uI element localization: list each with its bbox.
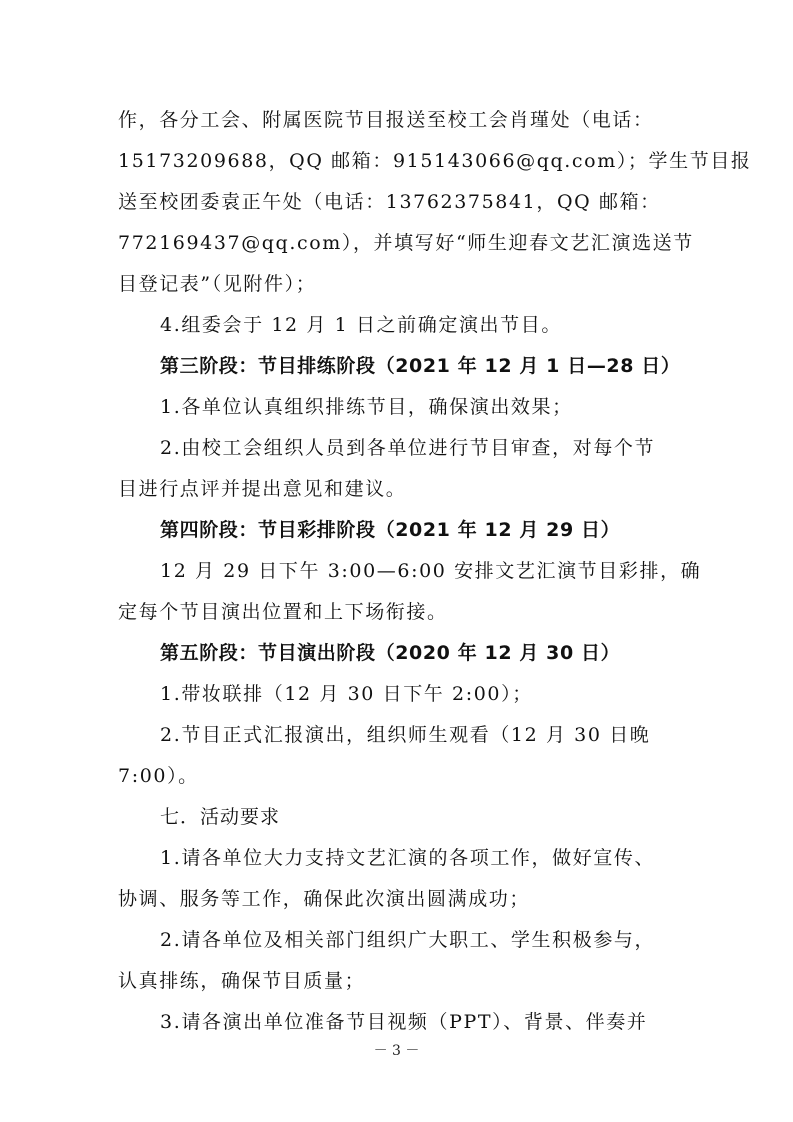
text-line: 12 月 29 日下午 3:00—6:00 安排文艺汇演节目彩排，确 <box>160 560 702 582</box>
text-line: 772169437@qq.com），并填写好“师生迎春文艺汇演选送节 <box>118 232 694 254</box>
text-line: 2.请各单位及相关部门组织广大职工、学生积极参与， <box>160 929 656 951</box>
text-line: 15173209688，QQ 邮箱：915143066@qq.com）；学生节目报 <box>118 150 752 172</box>
text-line: 7:00）。 <box>118 765 199 787</box>
section-heading: 七．活动要求 <box>160 806 281 828</box>
text-line: 目进行点评并提出意见和建议。 <box>118 478 407 500</box>
text-line: 4.组委会于 12 月 1 日之前确定演出节目。 <box>160 314 562 336</box>
text-line: 定每个节目演出位置和上下场衔接。 <box>118 601 448 623</box>
text-line: 送至校团委袁正午处（电话：13762375841，QQ 邮箱： <box>118 191 661 213</box>
text-line: 2.由校工会组织人员到各单位进行节目审查，对每个节 <box>160 437 656 459</box>
text-line: 1.带妆联排（12 月 30 日下午 2:00）； <box>160 683 533 705</box>
text-line: 2.节目正式汇报演出，组织师生观看（12 月 30 日晚 <box>160 724 651 746</box>
text-line: 1.请各单位大力支持文艺汇演的各项工作，做好宣传、 <box>160 847 656 869</box>
page-number: － 3 － <box>373 1043 420 1059</box>
text-line: 协调、服务等工作，确保此次演出圆满成功； <box>118 888 531 910</box>
text-line: 目登记表”（见附件）； <box>118 273 317 295</box>
section-heading: 第四阶段：节目彩排阶段（2021 年 12 月 29 日） <box>160 519 621 541</box>
section-heading: 第三阶段：节目排练阶段（2021 年 12 月 1 日—28 日） <box>160 355 681 377</box>
section-heading: 第五阶段：节目演出阶段（2020 年 12 月 30 日） <box>160 642 621 664</box>
text-line: 作，各分工会、附属医院节目报送至校工会肖瑾处（电话： <box>118 109 654 131</box>
text-line: 认真排练，确保节目质量； <box>118 970 366 992</box>
text-line: 3.请各演出单位准备节目视频（PPT）、背景、伴奏并 <box>160 1011 648 1033</box>
text-line: 1.各单位认真组织排练节目，确保演出效果； <box>160 396 573 418</box>
